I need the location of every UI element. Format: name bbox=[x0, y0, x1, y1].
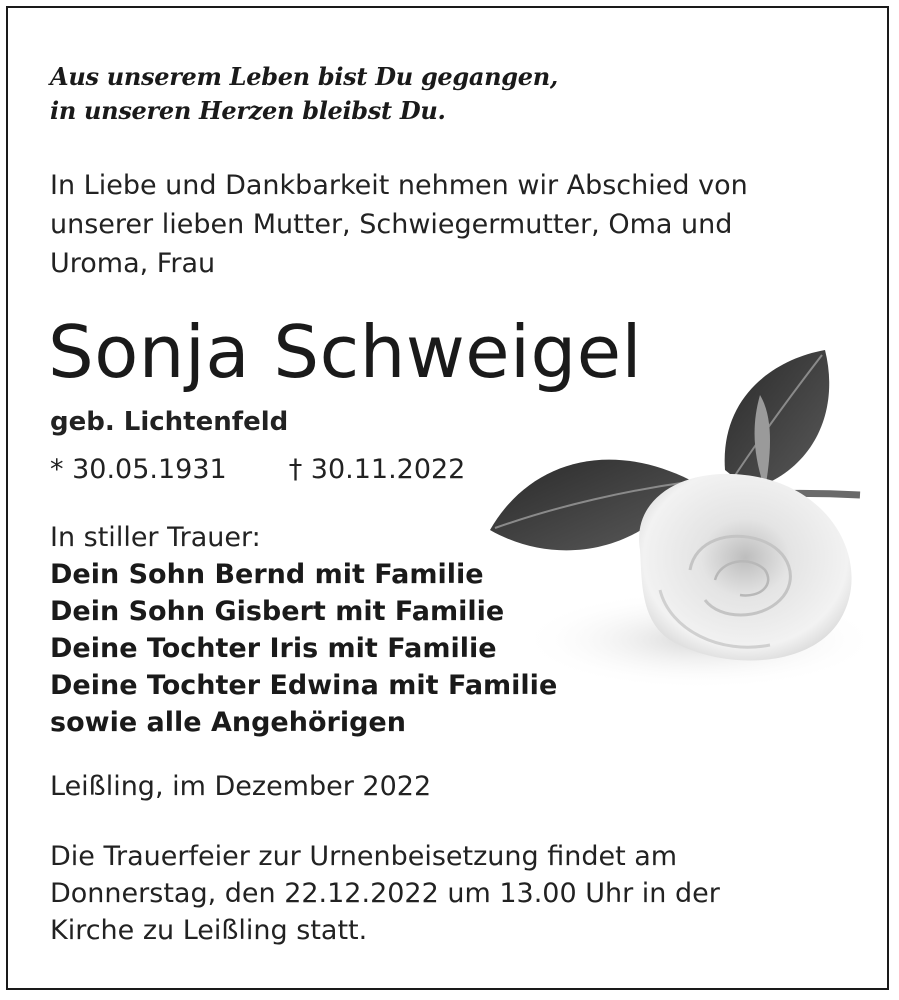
verse-line-1: Aus unserem Leben bist Du gegangen, bbox=[50, 62, 558, 91]
place-date: Leißling, im Dezember 2022 bbox=[50, 771, 432, 802]
mourner-line: Deine Tochter Edwina mit Familie bbox=[50, 670, 558, 701]
verse-line-2: in unseren Herzen bleibst Du. bbox=[50, 96, 446, 125]
birth-date: * 30.05.1931 bbox=[50, 454, 227, 485]
mourner-line: Dein Sohn Gisbert mit Familie bbox=[50, 596, 505, 627]
intro-text: In Liebe und Dankbarkeit nehmen wir Abschied von unserer lieben Mutter, Schwiegermutter, Oma und Uroma, Frau bbox=[50, 170, 748, 279]
maiden-name: geb. Lichtenfeld bbox=[50, 407, 289, 437]
mourner-line: sowie alle Angehörigen bbox=[50, 707, 406, 738]
mourners-block bbox=[50, 519, 557, 741]
mourners-label: In stiller Trauer: bbox=[50, 522, 261, 553]
death-date: † 30.11.2022 bbox=[288, 454, 466, 485]
life-dates bbox=[50, 452, 465, 488]
deceased-name: Sonja Schweigel bbox=[48, 310, 643, 394]
mourner-line: Deine Tochter Iris mit Familie bbox=[50, 633, 497, 664]
memorial-verse bbox=[50, 60, 558, 128]
rose-head bbox=[639, 474, 852, 661]
mourner-line: Dein Sohn Bernd mit Familie bbox=[50, 559, 484, 590]
ceremony-info: Die Trauerfeier zur Urnenbeisetzung findet am Donnerstag, den 22.12.2022 um 13.00 Uhr in der Kirche zu Leißling statt. bbox=[50, 841, 720, 946]
